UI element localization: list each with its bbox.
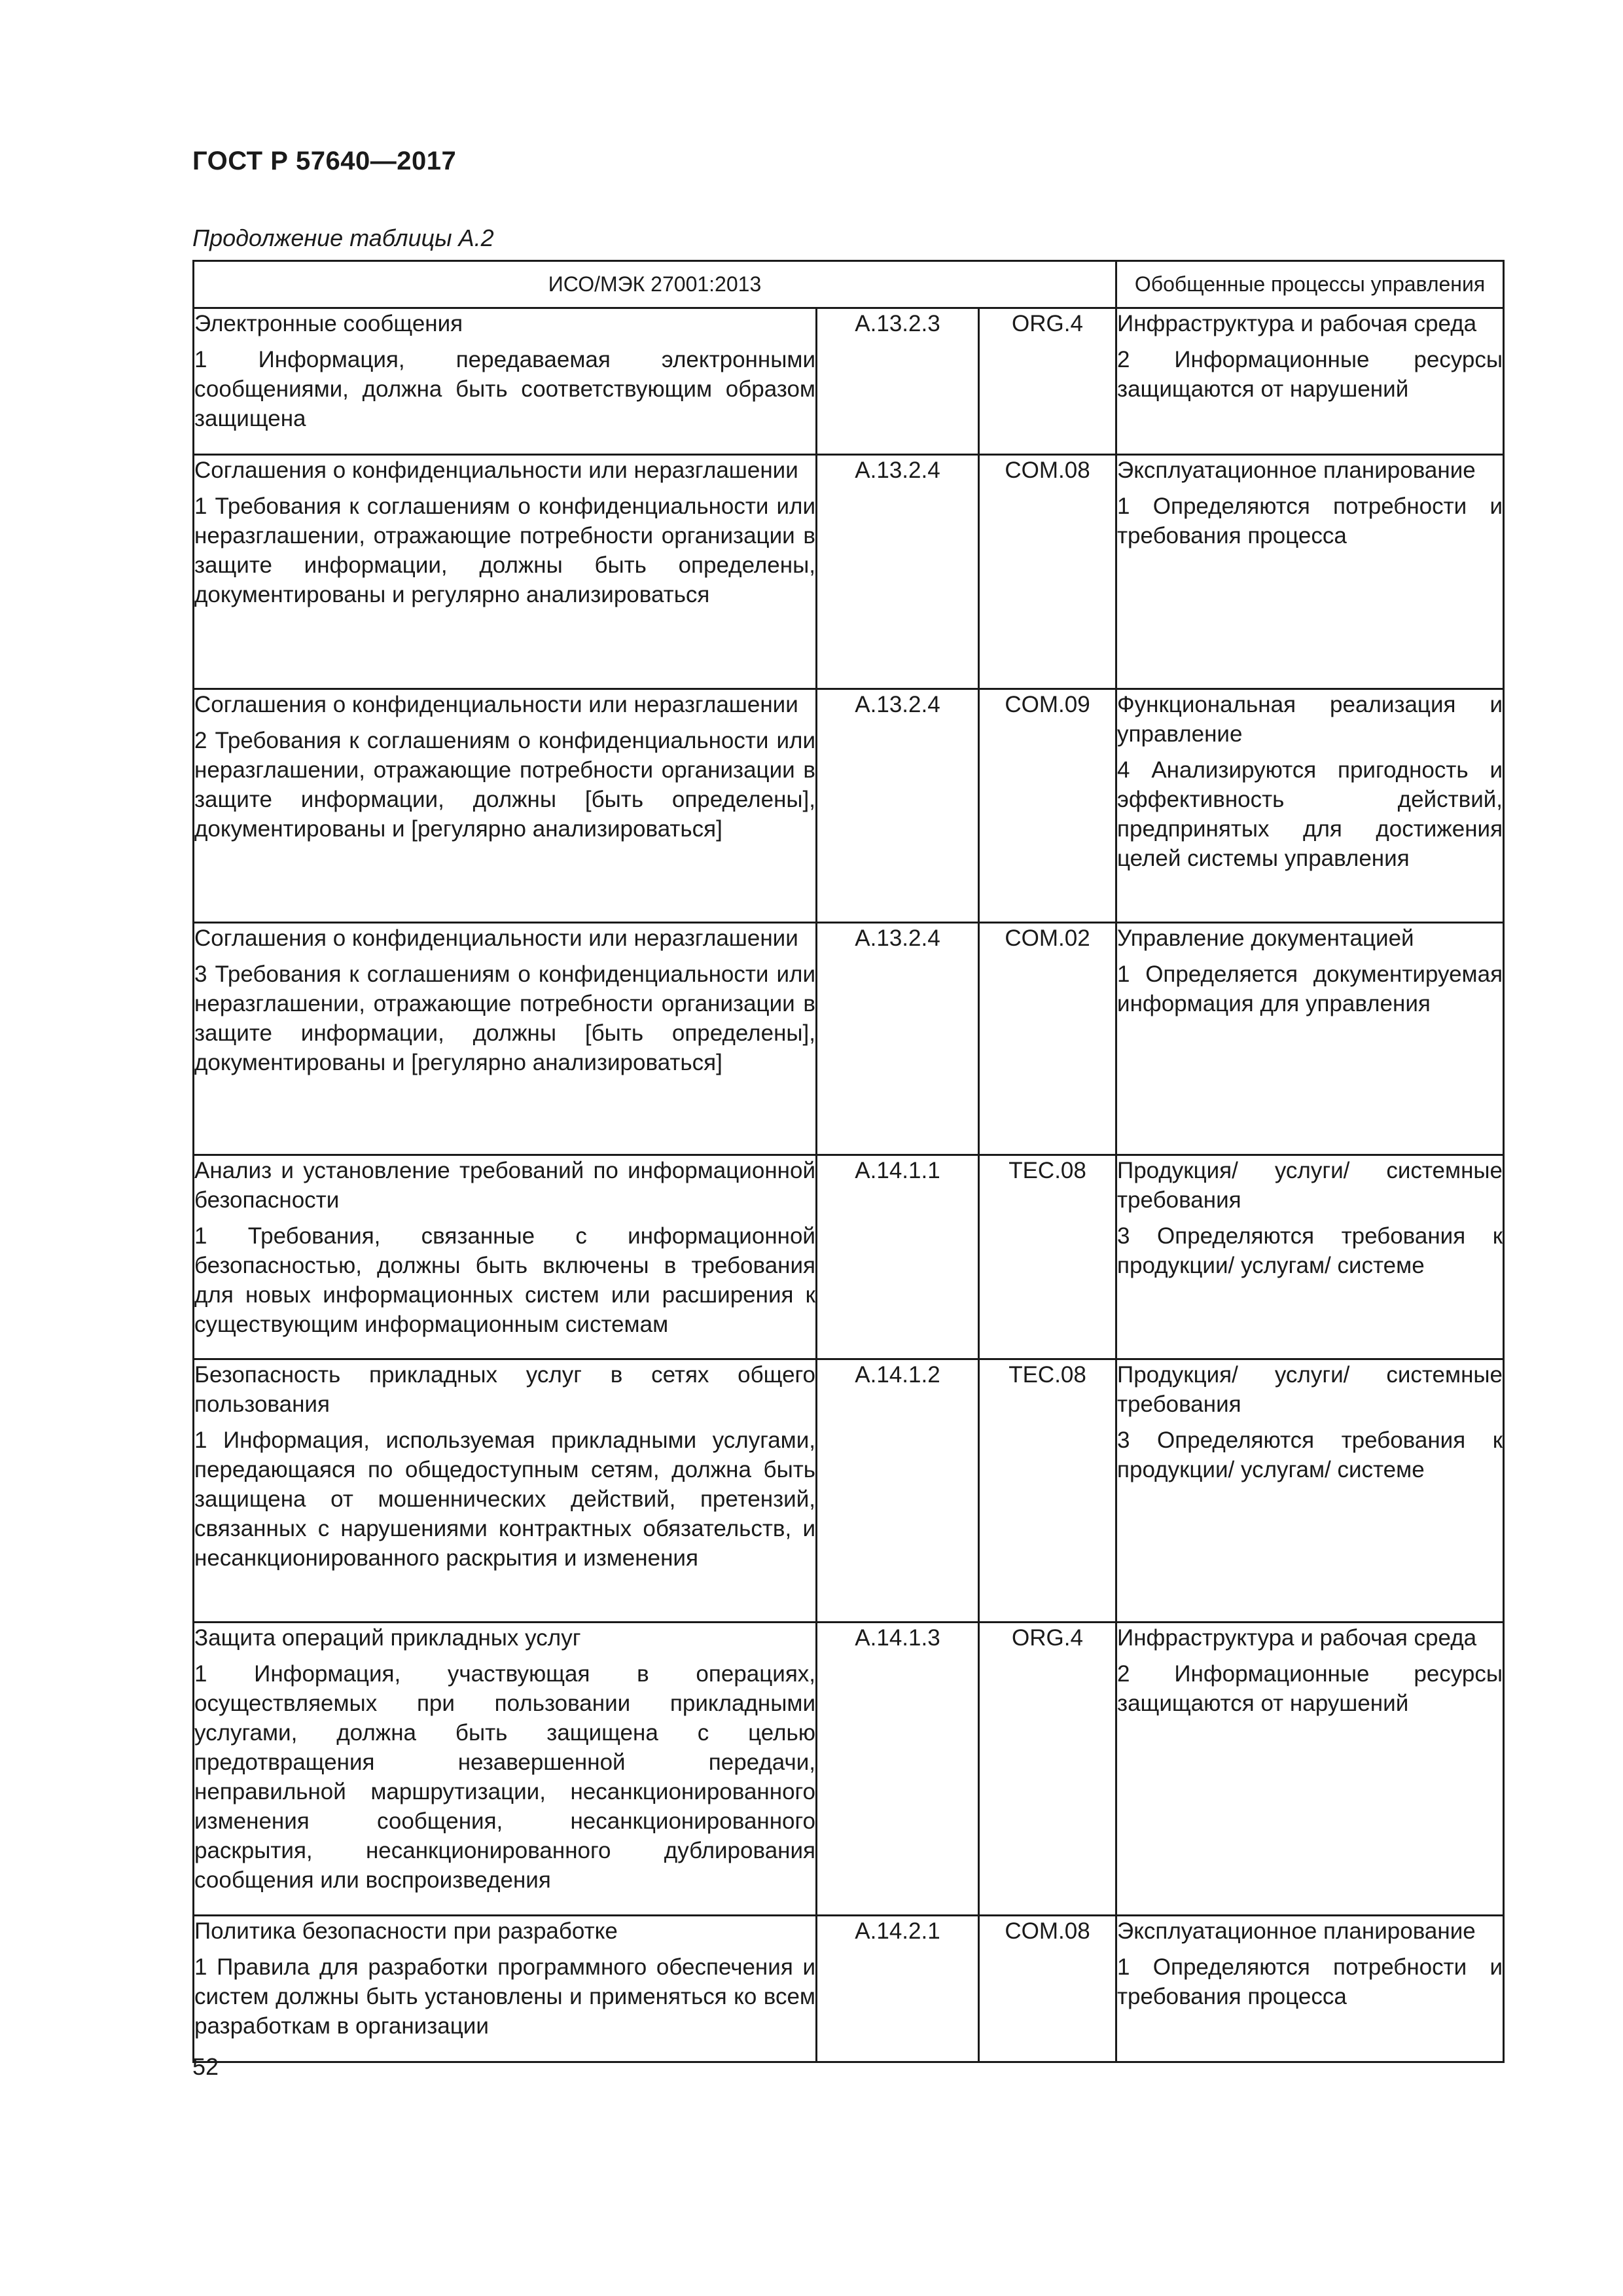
- process-title: Инфраструктура и рабочая среда: [1117, 1625, 1477, 1651]
- process-title: Эксплуатационное планирование: [1117, 457, 1476, 483]
- requirement-cell: [194, 1623, 817, 1916]
- process-code-cell: ORG.4: [979, 1623, 1116, 1916]
- process-text: 3 Определяются требования к продукции/ услугам/ системе: [1117, 1427, 1503, 1482]
- requirement-cell: [194, 1155, 817, 1359]
- process-code-cell: COM.08: [979, 455, 1116, 689]
- process-text: 2 Информационные ресурсы защищаются от нарушений: [1117, 1661, 1503, 1716]
- clause-cell: А.13.2.4: [817, 689, 979, 923]
- requirement-text: 1 Правила для разработки программного обеспечения и систем должны быть установлены и применяться ко всем разработкам в организации: [194, 1954, 815, 2039]
- clause-cell: А.13.2.3: [817, 308, 979, 455]
- requirement-text: 1 Требования к соглашениям о конфиденциальности или неразглашении, отражающие потребности организации в защите информации, должны быть определены, документированы и регулярно анализироваться: [194, 493, 815, 607]
- requirement-text: 2 Требования к соглашениям о конфиденциальности или неразглашении, отражающие потребности организации в защите информации, должны [быть определены], документированы и [регулярно анализироваться]: [194, 728, 815, 842]
- process-text: 3 Определяются требования к продукции/ услугам/ системе: [1117, 1223, 1503, 1278]
- process-cell: [1116, 455, 1504, 689]
- table-row: [194, 308, 1504, 455]
- requirement-cell: [194, 455, 817, 689]
- requirement-title: Электронные сообщения: [194, 311, 463, 336]
- requirement-cell: [194, 1359, 817, 1623]
- process-cell: [1116, 923, 1504, 1155]
- process-text: 1 Определяется документируемая информация для управления: [1117, 961, 1503, 1016]
- process-title: Функциональная реализация и управление: [1117, 692, 1503, 747]
- clause-cell: А.14.2.1: [817, 1916, 979, 2062]
- requirement-text: 3 Требования к соглашениям о конфиденциальности или неразглашении, отражающие потребности организации в защите информации, должны [быть определены], документированы и [регулярно анализироваться]: [194, 961, 815, 1075]
- requirement-title: Защита операций прикладных услуг: [194, 1625, 581, 1651]
- process-cell: [1116, 1916, 1504, 2062]
- process-cell: [1116, 1623, 1504, 1916]
- process-cell: [1116, 689, 1504, 923]
- table-row: [194, 1155, 1504, 1359]
- table-row: [194, 1359, 1504, 1623]
- requirement-title: Соглашения о конфиденциальности или неразглашении: [194, 692, 798, 717]
- process-text: 1 Определяются потребности и требования процесса: [1117, 1954, 1503, 2009]
- column-header-iso: ИСО/МЭК 27001:2013: [194, 261, 1116, 308]
- process-cell: [1116, 308, 1504, 455]
- requirement-title: Политика безопасности при разработке: [194, 1918, 618, 1944]
- requirement-title: Безопасность прикладных услуг в сетях общего пользования: [194, 1362, 815, 1417]
- document-code: ГОСТ Р 57640—2017: [192, 147, 457, 175]
- process-title: Эксплуатационное планирование: [1117, 1918, 1476, 1944]
- clause-cell: А.13.2.4: [817, 455, 979, 689]
- process-text: 2 Информационные ресурсы защищаются от нарушений: [1117, 347, 1503, 402]
- clause-cell: А.14.1.2: [817, 1359, 979, 1623]
- requirement-cell: [194, 1916, 817, 2062]
- table-caption: Продолжение таблицы А.2: [192, 224, 494, 251]
- requirement-text: 1 Информация, передаваемая электронными сообщениями, должна быть соответствующим образом защищена: [194, 347, 815, 431]
- requirement-cell: [194, 923, 817, 1155]
- process-code-cell: ORG.4: [979, 308, 1116, 455]
- requirement-title: Анализ и установление требований по информационной безопасности: [194, 1158, 815, 1213]
- clause-cell: А.14.1.1: [817, 1155, 979, 1359]
- process-code-cell: COM.02: [979, 923, 1116, 1155]
- column-header-processes: Обобщенные процессы управления: [1116, 261, 1504, 308]
- table-row: [194, 689, 1504, 923]
- process-title: Управление документацией: [1117, 925, 1414, 951]
- process-code-cell: TEC.08: [979, 1359, 1116, 1623]
- requirement-cell: [194, 689, 817, 923]
- process-text: 1 Определяются потребности и требования процесса: [1117, 493, 1503, 548]
- table-row: [194, 455, 1504, 689]
- process-code-cell: COM.09: [979, 689, 1116, 923]
- requirement-cell: [194, 308, 817, 455]
- requirement-text: 1 Требования, связанные с информационной безопасностью, должны быть включены в требования для новых информационных систем или расширения к существующим информационным системам: [194, 1223, 815, 1337]
- process-title: Продукция/ услуги/ системные требования: [1117, 1158, 1503, 1213]
- process-code-cell: TEC.08: [979, 1155, 1116, 1359]
- process-cell: [1116, 1359, 1504, 1623]
- page-number: 52: [192, 2053, 219, 2080]
- table-row: [194, 1916, 1504, 2062]
- clause-cell: А.13.2.4: [817, 923, 979, 1155]
- table-row: [194, 923, 1504, 1155]
- table-row: [194, 1623, 1504, 1916]
- process-title: Инфраструктура и рабочая среда: [1117, 311, 1477, 336]
- process-cell: [1116, 1155, 1504, 1359]
- mapping-table: [192, 260, 1505, 2063]
- process-code-cell: COM.08: [979, 1916, 1116, 2062]
- requirement-text: 1 Информация, используемая прикладными услугами, передающаяся по общедоступным сетям, должна быть защищена от мошеннических действий, претензий, связанных с нарушениями контрактных обязательств, и несанкционированного раскрытия и изменения: [194, 1427, 815, 1571]
- process-title: Продукция/ услуги/ системные требования: [1117, 1362, 1503, 1417]
- requirement-text: 1 Информация, участвующая в операциях, осуществляемых при пользовании прикладными услугами, должна быть защищена с целью предотвращения незавершенной передачи, неправильной маршрутизации, несанкционированного изменения сообщения, несанкционированного раскрытия, несанкционированного дублирования сообщения или воспроизведения: [194, 1661, 815, 1893]
- requirement-title: Соглашения о конфиденциальности или неразглашении: [194, 457, 798, 483]
- clause-cell: А.14.1.3: [817, 1623, 979, 1916]
- process-text: 4 Анализируются пригодность и эффективность действий, предпринятых для достижения целей системы управления: [1117, 757, 1503, 871]
- table-header-row: [194, 261, 1504, 308]
- requirement-title: Соглашения о конфиденциальности или неразглашении: [194, 925, 798, 951]
